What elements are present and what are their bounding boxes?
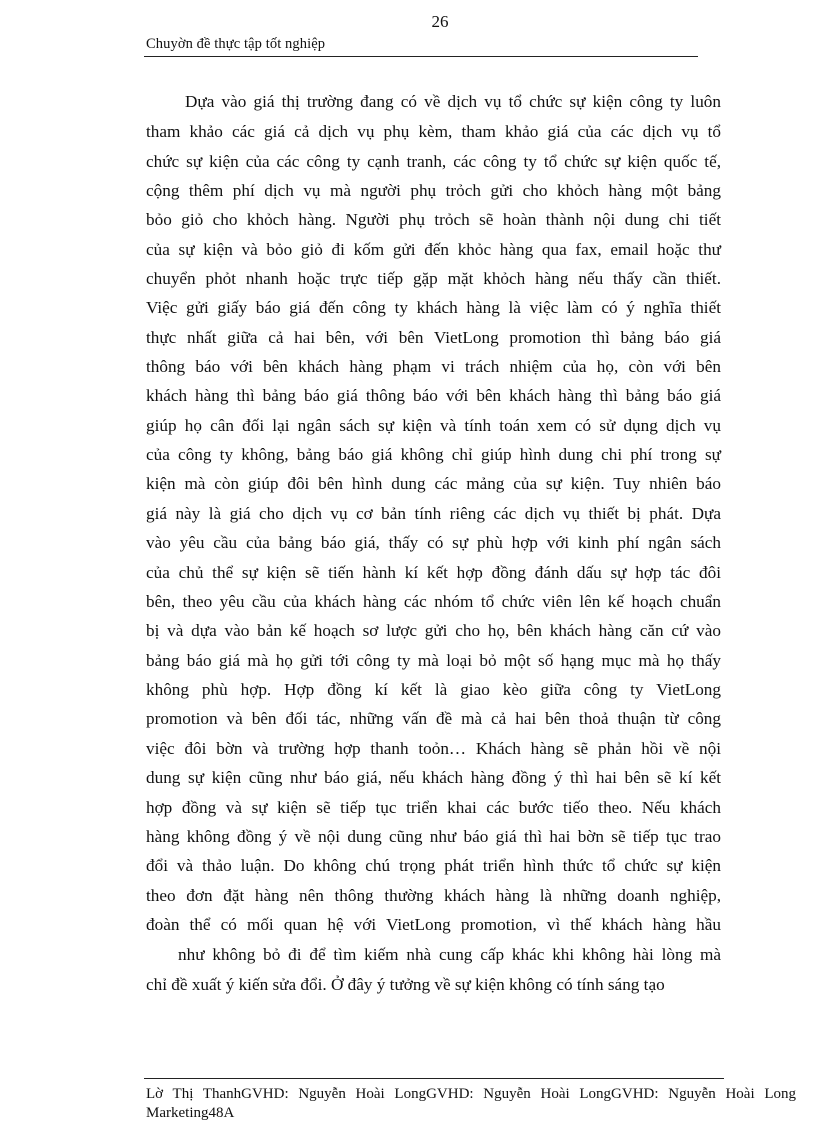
text-line: bị và dựa vào bản kế hoạch sơ lược gửi cho họ, bên khách hàng căn cứ vào	[146, 621, 721, 640]
text-line: của sự kiện và bỏo giỏ đi kốm gửi đến khỏc hàng qua fax, email hoặc thư	[146, 240, 721, 259]
text-line: giá này là giá cho dịch vụ cơ bản tính riêng các dịch vụ thiết bị phát. Dựa	[146, 504, 721, 523]
text-line: việc đôi bờn và trường hợp thanh toỏn… Khách hàng sẽ phản hồi về nội	[146, 739, 721, 758]
text-line: hàng không đồng ý về nội dung cũng như báo giá thì hai bờn sẽ tiếp tục trao	[146, 827, 721, 846]
header-rule	[144, 56, 698, 57]
text-line: kiện mà còn giúp đôi bên hình dung các mảng của sự kiện. Tuy nhiên báo	[146, 474, 721, 493]
text-line: không phù hợp. Hợp đồng kí kết là giao kèo giữa công ty VietLong	[146, 680, 721, 699]
text-line: vào yêu cầu của bảng báo giá, thấy có sự phù hợp với kinh phí ngân sách	[146, 533, 721, 552]
text-line: chỉ đề xuất ý kiến sửa đổi. Ở đây ý tưởng về sự kiện không có tính sáng tạo	[146, 975, 665, 994]
text-line: theo đơn đặt hàng nên thông thường khách hàng là những doanh nghiệp,	[146, 886, 721, 905]
text-line: thông báo với bên khách hàng phạm vi trách nhiệm của họ, còn với bên	[146, 357, 721, 376]
text-line: tham khảo các giá cả dịch vụ phụ kèm, tham khảo giá của các dịch vụ tổ	[146, 122, 721, 141]
text-line: chuyển phỏt nhanh hoặc trực tiếp gặp mặt khỏch hàng nếu thấy cần thiết.	[146, 269, 721, 288]
text-line: của công ty không, bảng báo giá không chỉ giúp hình dung chi phí trong sự	[146, 445, 721, 464]
footer-class-line: Marketing48A	[146, 1105, 235, 1121]
text-line: khách hàng thì bảng báo giá thông báo với bên khách hàng thì bảng báo giá	[146, 386, 721, 405]
text-line: bên, theo yêu cầu của khách hàng các nhóm tổ chức viên lên kế hoạch chuẩn	[146, 592, 721, 611]
text-line: chức sự kiện của các công ty cạnh tranh, các công ty tổ chức sự kiện quốc tế,	[146, 152, 721, 171]
text-line: thực nhất giữa cả hai bên, với bên VietLong promotion thì bảng báo giá	[146, 328, 721, 347]
text-line: của chủ thể sự kiện sẽ tiến hành kí kết hợp đồng đánh dấu sự hợp tác đôi	[146, 563, 721, 582]
text-line: cộng thêm phí dịch vụ mà người phụ trỏch gửi cho khỏch hàng một bảng	[146, 181, 721, 200]
footer-author-line: Lờ Thị ThanhGVHD: Nguyễn Hoài LongGVHD: Nguyễn Hoài LongGVHD: Nguyễn Hoài Long	[146, 1086, 796, 1102]
text-line: đoàn thể có mối quan hệ với VietLong promotion, vì thế khách hàng hầu	[146, 915, 721, 934]
text-line: giúp họ cân đối lại ngân sách sự kiện và tính toán xem có sử dụng dịch vụ	[146, 416, 721, 435]
page-number: 26	[431, 12, 449, 31]
text-line: promotion và bên đối tác, những vấn đề mà cả hai bên thoả thuận từ công	[146, 709, 721, 728]
text-line: Việc gửi giấy báo giá đến công ty khách hàng là việc làm có ý nghĩa thiết	[146, 298, 721, 317]
header-title: Chuyờn đề thực tập tốt nghiệp	[146, 36, 326, 52]
text-line: đổi và thảo luận. Do không chú trọng phát triển hình thức tổ chức sự kiện	[146, 856, 721, 875]
text-line: như không bỏ đi để tìm kiếm nhà cung cấp khác khi không hài lòng mà	[178, 945, 721, 964]
text-line: Dựa vào giá thị trường đang có về dịch vụ tổ chức sự kiện công ty luôn	[185, 92, 721, 111]
text-line: bỏo giỏ cho khỏch hàng. Người phụ trỏch sẽ hoàn thành nội dung chi tiết	[146, 210, 721, 229]
footer-rule	[144, 1078, 724, 1079]
text-line: bảng báo giá mà họ gửi tới công ty mà loại bỏ một số hạng mục mà họ thấy	[146, 651, 721, 670]
text-line: dung sự kiện cũng như báo giá, nếu khách hàng đồng ý thì hai bên sẽ kí kết	[146, 768, 721, 787]
text-line: hợp đồng và sự kiện sẽ tiếp tục triển khai các bước tiếo theo. Nếu khách	[146, 798, 721, 817]
